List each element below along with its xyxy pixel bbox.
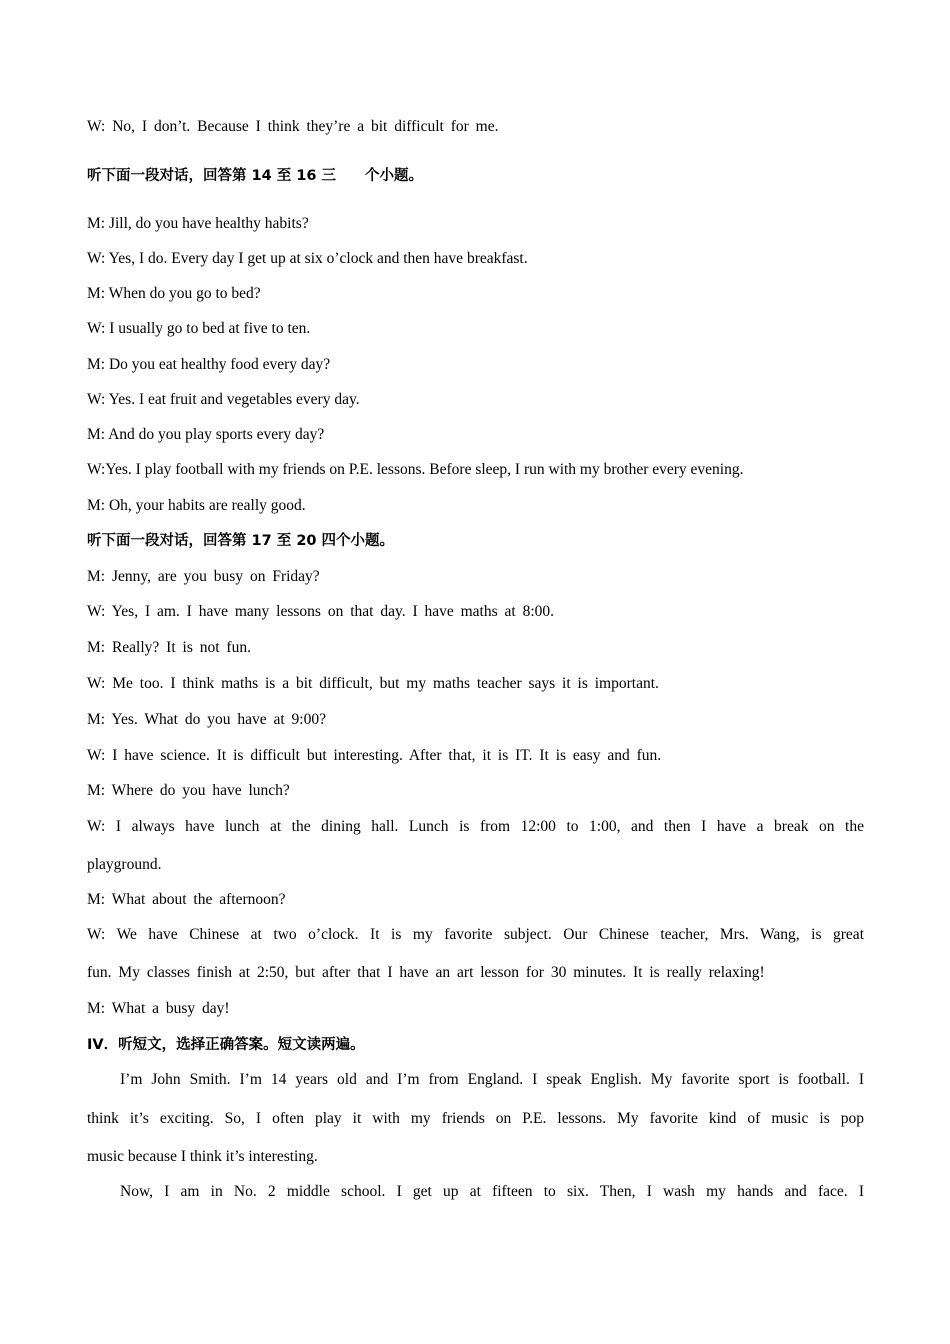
dialogue-line: M: Yes. What do you have at 9:00? [87, 711, 326, 728]
dialogue-line: W: Yes. I eat fruit and vegetables every day. [87, 391, 360, 408]
section-heading: IV．听短文，选择正确答案。短文读两遍。 [87, 1037, 365, 1053]
passage-line: music because I think it’s interesting. [87, 1148, 318, 1165]
dialogue-line: M: Where do you have lunch? [87, 782, 290, 799]
dialogue-line: W: Me too. I think maths is a bit difficult, but my maths teacher says it is important. [87, 675, 659, 692]
dialogue-line: M: Jenny, are you busy on Friday? [87, 568, 320, 585]
dialogue-line: W: Yes, I do. Every day I get up at six o’clock and then have breakfast. [87, 250, 528, 267]
dialogue-line: W: I have science. It is difficult but interesting. After that, it is IT. It is easy and fun. [87, 747, 662, 764]
passage-line: I’m John Smith. I’m 14 years old and I’m from England. I speak English. My favorite sport is football. I [120, 1071, 864, 1088]
dialogue-line: M: Oh, your habits are really good. [87, 497, 306, 514]
section-heading: 听下面一段对话，回答第 17 至 20 四个小题。 [87, 533, 395, 549]
dialogue-line: M: Really? It is not fun. [87, 639, 251, 656]
passage-line: think it’s exciting. So, I often play it with my friends on P.E. lessons. My favorite kind of music is pop [87, 1110, 864, 1127]
dialogue-line: M: And do you play sports every day? [87, 426, 325, 443]
dialogue-line: M: When do you go to bed? [87, 285, 261, 302]
dialogue-line: M: What a busy day! [87, 1000, 230, 1017]
dialogue-line: M: Jill, do you have healthy habits? [87, 215, 309, 232]
dialogue-line: W: No, I don’t. Because I think they’re a bit difficult for me. [87, 118, 499, 135]
dialogue-line: fun. My classes finish at 2:50, but after that I have an art lesson for 30 minutes. It is really relaxing! [87, 964, 765, 981]
section-heading: 听下面一段对话，回答第 14 至 16 三 个小题。 [87, 168, 424, 184]
passage-line: Now, I am in No. 2 middle school. I get up at fifteen to six. Then, I wash my hands and face. I [120, 1183, 864, 1200]
dialogue-line: W: I always have lunch at the dining hall. Lunch is from 12:00 to 1:00, and then I have a break on the [87, 818, 864, 835]
dialogue-line: W: Yes, I am. I have many lessons on that day. I have maths at 8:00. [87, 603, 555, 620]
dialogue-line: W: We have Chinese at two o’clock. It is my favorite subject. Our Chinese teacher, Mrs. Wang, is great [87, 926, 864, 943]
dialogue-line: M: What about the afternoon? [87, 891, 286, 908]
dialogue-line: W:Yes. I play football with my friends on P.E. lessons. Before sleep, I run with my brother every evening. [87, 461, 744, 478]
dialogue-line: M: Do you eat healthy food every day? [87, 356, 331, 373]
dialogue-line: W: I usually go to bed at five to ten. [87, 320, 311, 337]
dialogue-line: playground. [87, 856, 162, 873]
